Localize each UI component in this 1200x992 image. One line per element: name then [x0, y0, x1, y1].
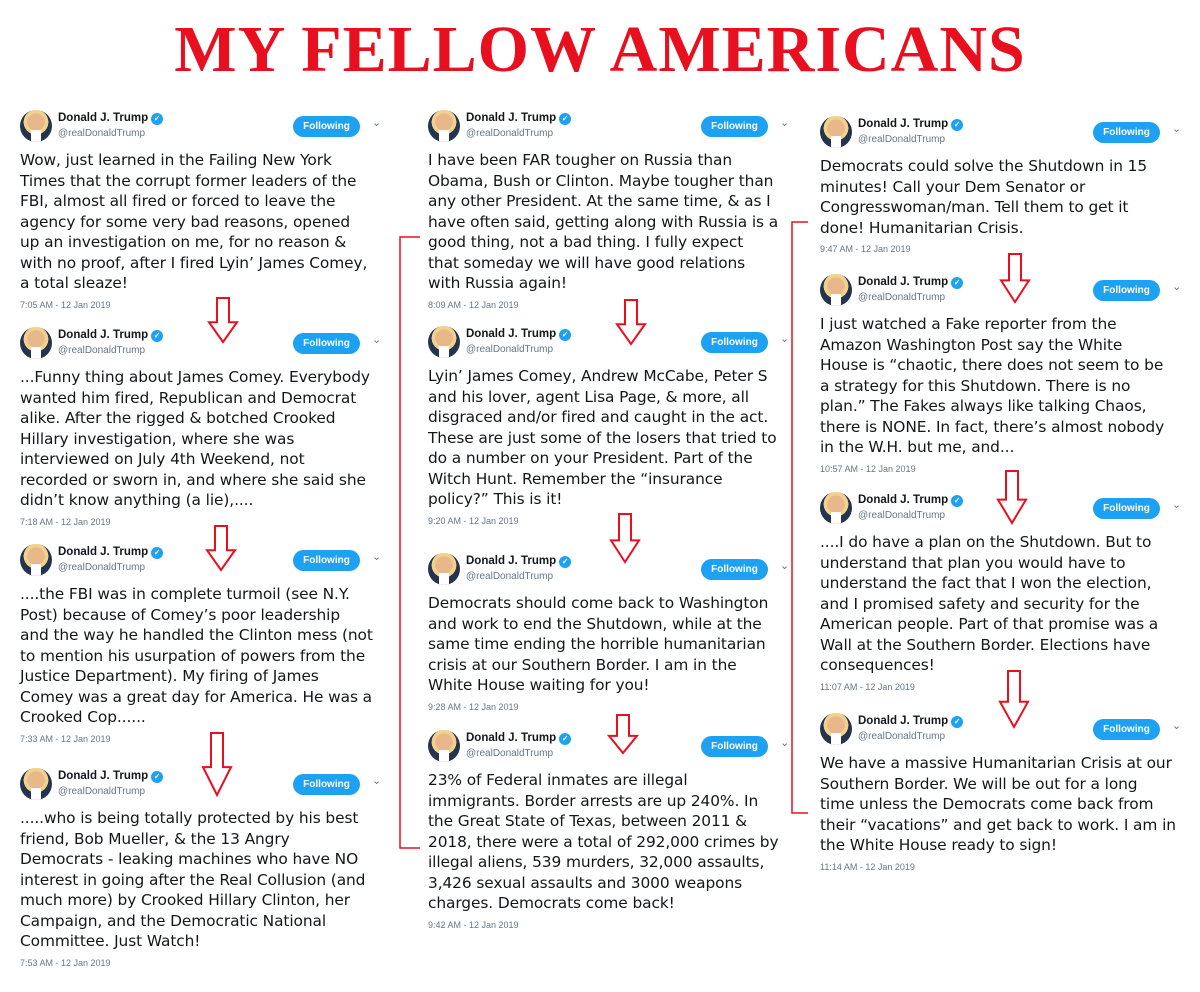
- author-name[interactable]: [858, 715, 963, 728]
- avatar[interactable]: [428, 553, 460, 585]
- chevron-down-icon[interactable]: ⌄: [780, 736, 790, 749]
- connector-bracket: [400, 237, 420, 848]
- author-name-text: Donald J. Trump: [58, 112, 149, 124]
- verified-badge-icon: ✓: [151, 547, 163, 559]
- avatar[interactable]: [820, 492, 852, 524]
- tweet-header: [820, 488, 1192, 532]
- tweet-header: [428, 322, 800, 366]
- chevron-down-icon[interactable]: ⌄: [780, 332, 790, 345]
- verified-badge-icon: ✓: [951, 119, 963, 131]
- tweet-card: [428, 322, 800, 526]
- following-button[interactable]: Following: [701, 116, 768, 137]
- verified-badge-icon: ✓: [951, 495, 963, 507]
- page-title: MY FELLOW AMERICANS: [174, 13, 1026, 86]
- tweet-header: [428, 106, 800, 150]
- author-name-text: Donald J. Trump: [858, 715, 949, 727]
- chevron-down-icon[interactable]: ⌄: [372, 333, 382, 346]
- author-name[interactable]: [466, 732, 571, 745]
- tweet-card: [820, 270, 1192, 474]
- author-handle[interactable]: @realDonaldTrump: [858, 731, 946, 742]
- author-name[interactable]: [466, 112, 571, 125]
- tweet-text: .....who is being totally protected by his best friend, Bob Mueller, & the 13 Angry Democrats - leaking machines who have NO interest in going after the Real Collusion (and much more) by Crooked Hillary Clinton, her Campaign, and the Democratic National Committee. Just Watch!: [20, 809, 366, 950]
- chevron-down-icon[interactable]: ⌄: [1172, 280, 1182, 293]
- author-name[interactable]: [858, 494, 963, 507]
- tweet-text: 23% of Federal inmates are illegal immigrants. Border arrests are up 240%. In the Great State of Texas, between 2011 & 2018, there were a total of 292,000 crimes by illegal aliens, 539 murders, 32,000 assaults, 3,426 sexual assaults and 3000 weapons charges. Democrats come back!: [428, 771, 779, 912]
- avatar[interactable]: [820, 274, 852, 306]
- verified-badge-icon: ✓: [559, 113, 571, 125]
- author-name-text: Donald J. Trump: [858, 494, 949, 506]
- tweet-header: [820, 270, 1192, 314]
- tweet-timestamp[interactable]: 11:07 AM - 12 Jan 2019: [820, 681, 915, 692]
- following-button[interactable]: Following: [701, 736, 768, 757]
- tweet-text: Democrats should come back to Washington and work to end the Shutdown, while at the same time ending the horrible humanitarian crisis at our Southern Border. I am in the White House waiting for you!: [428, 594, 769, 694]
- following-button[interactable]: Following: [293, 550, 360, 571]
- following-button[interactable]: Following: [701, 559, 768, 580]
- tweet-timestamp[interactable]: 7:53 AM - 12 Jan 2019: [20, 957, 111, 968]
- tweet-header: [20, 323, 392, 367]
- chevron-down-icon[interactable]: ⌄: [372, 116, 382, 129]
- author-name[interactable]: [466, 555, 571, 568]
- tweet-header: [820, 709, 1192, 753]
- tweet-timestamp[interactable]: 7:33 AM - 12 Jan 2019: [20, 733, 111, 744]
- avatar[interactable]: [820, 116, 852, 148]
- author-name-text: Donald J. Trump: [58, 329, 149, 341]
- following-button[interactable]: Following: [293, 333, 360, 354]
- avatar[interactable]: [428, 730, 460, 762]
- tweet-card: [428, 726, 800, 930]
- author-handle[interactable]: @realDonaldTrump: [858, 510, 946, 521]
- avatar[interactable]: [20, 110, 52, 142]
- following-button[interactable]: Following: [1093, 498, 1160, 519]
- verified-badge-icon: ✓: [559, 733, 571, 745]
- tweet-timestamp[interactable]: 7:05 AM - 12 Jan 2019: [20, 299, 111, 310]
- avatar[interactable]: [20, 544, 52, 576]
- verified-badge-icon: ✓: [559, 556, 571, 568]
- author-name[interactable]: [858, 276, 963, 289]
- following-button[interactable]: Following: [1093, 122, 1160, 143]
- tweet-timestamp[interactable]: 9:28 AM - 12 Jan 2019: [428, 701, 519, 712]
- chevron-down-icon[interactable]: ⌄: [372, 774, 382, 787]
- chevron-down-icon[interactable]: ⌄: [1172, 719, 1182, 732]
- verified-badge-icon: ✓: [151, 330, 163, 342]
- following-button[interactable]: Following: [293, 774, 360, 795]
- author-name-text: Donald J. Trump: [858, 118, 949, 130]
- avatar[interactable]: [20, 768, 52, 800]
- avatar[interactable]: [820, 713, 852, 745]
- author-name[interactable]: [58, 329, 163, 342]
- tweet-timestamp[interactable]: 9:20 AM - 12 Jan 2019: [428, 515, 519, 526]
- tweet-card: [428, 106, 800, 310]
- avatar[interactable]: [428, 326, 460, 358]
- author-name-text: Donald J. Trump: [466, 732, 557, 744]
- avatar[interactable]: [20, 327, 52, 359]
- tweet-header: [820, 112, 1192, 156]
- chevron-down-icon[interactable]: ⌄: [780, 116, 790, 129]
- author-name-text: Donald J. Trump: [58, 770, 149, 782]
- following-button[interactable]: Following: [701, 332, 768, 353]
- tweet-text: Democrats could solve the Shutdown in 15 minutes! Call your Dem Senator or Congresswoman/man. Tell them to get it done! Humanitarian Crisis.: [820, 157, 1148, 237]
- tweet-text: Wow, just learned in the Failing New York Times that the corrupt former leaders of the FBI, almost all fired or forced to leave the agency for some very bad reasons, opened up an investigation on me, for no reason & with no proof, after I fired Lyin’ James Comey, a total sleaze!: [20, 151, 368, 292]
- chevron-down-icon[interactable]: ⌄: [372, 550, 382, 563]
- avatar[interactable]: [428, 110, 460, 142]
- author-name[interactable]: [58, 770, 163, 783]
- verified-badge-icon: ✓: [951, 277, 963, 289]
- author-name-text: Donald J. Trump: [466, 555, 557, 567]
- tweet-card: [820, 709, 1192, 872]
- following-button[interactable]: Following: [293, 116, 360, 137]
- tweet-header: [428, 549, 800, 593]
- tweet-card: [428, 549, 800, 712]
- author-handle[interactable]: @realDonaldTrump: [858, 134, 946, 145]
- tweet-text: I just watched a Fake reporter from the Amazon Washington Post say the White House is “chaotic, there does not seem to be a strategy for this Shutdown. There is no plan.” The Fakes always like talking Chaos, there is NONE. In fact, there’s almost nobody in the W.H. but me, and...: [820, 315, 1165, 456]
- tweet-header: [20, 540, 392, 584]
- author-name-text: Donald J. Trump: [58, 546, 149, 558]
- author-handle[interactable]: @realDonaldTrump: [58, 345, 146, 356]
- following-button[interactable]: Following: [1093, 719, 1160, 740]
- verified-badge-icon: ✓: [151, 113, 163, 125]
- tweet-timestamp[interactable]: 10:57 AM - 12 Jan 2019: [820, 463, 916, 474]
- verified-badge-icon: ✓: [559, 329, 571, 341]
- author-handle[interactable]: @realDonaldTrump: [58, 562, 146, 573]
- author-name-text: Donald J. Trump: [858, 276, 949, 288]
- tweet-text: ....I do have a plan on the Shutdown. But to understand that plan you would have to understand the fact that I won the election, and I promised safety and security for the American people. Part of that promise was a Wall at the Southern Border. Elections have consequences!: [820, 533, 1159, 674]
- tweet-timestamp[interactable]: 7:18 AM - 12 Jan 2019: [20, 516, 111, 527]
- tweet-timestamp[interactable]: 11:14 AM - 12 Jan 2019: [820, 861, 915, 872]
- tweet-timestamp[interactable]: 9:42 AM - 12 Jan 2019: [428, 919, 519, 930]
- author-name[interactable]: [858, 118, 963, 131]
- tweet-text: ....the FBI was in complete turmoil (see N.Y. Post) because of Comey’s poor leadership and the way he handled the Clinton mess (not to mention his usurpation of powers from the Justice Department). My firing of James Comey was a great day for America. He was a Crooked Cop......: [20, 585, 373, 726]
- following-button[interactable]: Following: [1093, 280, 1160, 301]
- tweet-card: [20, 540, 392, 744]
- tweet-header: [20, 106, 392, 150]
- tweet-header: [20, 764, 392, 808]
- author-handle[interactable]: @realDonaldTrump: [58, 128, 146, 139]
- chevron-down-icon[interactable]: ⌄: [1172, 122, 1182, 135]
- author-name[interactable]: [466, 328, 571, 341]
- verified-badge-icon: ✓: [151, 771, 163, 783]
- author-handle[interactable]: @realDonaldTrump: [858, 292, 946, 303]
- tweet-card: [20, 764, 392, 968]
- tweet-card: [820, 488, 1192, 692]
- tweet-card: [20, 323, 392, 527]
- tweet-text: Lyin’ James Comey, Andrew McCabe, Peter S and his lover, agent Lisa Page, & more, all disgraced and/or fired and caught in the act. These are just some of the losers that tried to do a number on your President. Part of the Witch Hunt. Remember the “insurance policy?” This is it!: [428, 367, 777, 508]
- author-name[interactable]: [58, 112, 163, 125]
- author-handle[interactable]: @realDonaldTrump: [466, 571, 554, 582]
- tweet-card: [20, 106, 392, 310]
- tweet-timestamp[interactable]: 8:09 AM - 12 Jan 2019: [428, 299, 519, 310]
- tweet-timestamp[interactable]: 9:47 AM - 12 Jan 2019: [820, 244, 911, 254]
- tweet-text: I have been FAR tougher on Russia than Obama, Bush or Clinton. Maybe tougher than any other President. At the same time, & as I have often said, getting along with Russia is a good thing, not a bad thing. I fully expect that someday we will have good relations with Russia again!: [428, 151, 779, 292]
- author-handle[interactable]: @realDonaldTrump: [466, 748, 554, 759]
- tweet-card: [820, 112, 1192, 254]
- author-name-text: Donald J. Trump: [466, 328, 557, 340]
- author-handle[interactable]: @realDonaldTrump: [466, 344, 554, 355]
- chevron-down-icon[interactable]: ⌄: [780, 559, 790, 572]
- author-name-text: Donald J. Trump: [466, 112, 557, 124]
- author-name[interactable]: [58, 546, 163, 559]
- tweet-text: ...Funny thing about James Comey. Everybody wanted him fired, Republican and Democrat alike. After the rigged & botched Crooked Hillary investigation, where she was interviewed on July 4th Weekend, not recorded or sworn in, and where she said she didn’t know anything (a lie),....: [20, 368, 370, 509]
- author-handle[interactable]: @realDonaldTrump: [466, 128, 554, 139]
- verified-badge-icon: ✓: [951, 716, 963, 728]
- author-handle[interactable]: @realDonaldTrump: [58, 786, 146, 797]
- tweet-text: We have a massive Humanitarian Crisis at our Southern Border. We will be out for a long time unless the Democrats come back from their “vacations” and get back to work. I am in the White House ready to sign!: [820, 754, 1176, 854]
- chevron-down-icon[interactable]: ⌄: [1172, 498, 1182, 511]
- tweet-header: [428, 726, 800, 770]
